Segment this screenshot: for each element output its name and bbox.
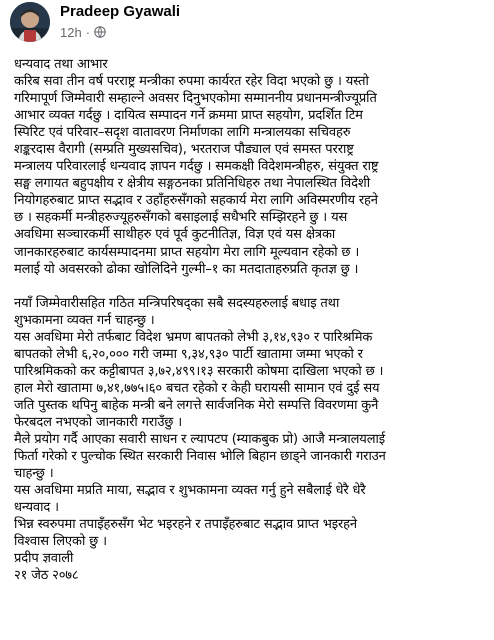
- post-text-line: विश्वास लिएको छु ।: [14, 534, 107, 550]
- post-text-line: फेरबदल नभएको जानकारी गराउँछु ।: [14, 414, 183, 430]
- post-text-line: प्रदीप ज्ञवाली: [14, 551, 74, 567]
- post-text-line: आभार व्यक्त गर्दछु । दायित्व सम्पादन गर्ने क्रममा प्राप्त सहयोग, प्रदर्शित टिम: [14, 108, 363, 124]
- avatar-photo-icon: [10, 2, 50, 42]
- post-text-line: यस अवधिमा मेरो तर्फबाट विदेश भ्रमण बापतको लेभी ३,१४,९३० र पारिश्रमिक: [14, 329, 373, 345]
- post-text-line: अवधिमा सञ्चारकर्मी साथीहरु एवं पूर्व कुटनीतिज्ञ, विज्ञ एवं यस क्षेत्रका: [14, 227, 336, 243]
- post-text-line: भिन्न स्वरुपमा तपाइँहरुसँग भेट भइरहने र तपाइँहरुबाट सद्भाव प्राप्त भइरहने: [14, 517, 357, 533]
- post-text-line: जानकारहरुबाट कार्यसम्पादनमा प्राप्त सहयोग मेरा लागि मूल्यवान रहेको छ ।: [14, 244, 360, 260]
- post-text-line: पारिश्रमिकको कर कट्टीबापत ३,७२,४९९।१३ सरकारी कोषमा दाखिला भएको छ ।: [14, 363, 384, 379]
- post-text-line: बापतको लेभी ६,२०,००० गरी जम्मा ९,३४,९३० पार्टी खातामा जम्मा भएको र: [14, 346, 363, 362]
- post-text-line: २१ जेठ २०७८: [14, 568, 79, 584]
- post-text-line: सङ्घ लगायत बहुपक्षीय र क्षेत्रीय सङ्गठनका प्रतिनिधिहरु तथा नेपालस्थित विदेशी: [14, 176, 370, 192]
- post-text-line: मलाई यो अवसरको ढोका खोलिदिने गुल्मी–१ का मतदाताहरुप्रति कृतज्ञ छु ।: [14, 261, 359, 277]
- post-text-line: यस अवधिमा मप्रति माया, सद्भाव र शुभकामना व्यक्त गर्नु हुने सबैलाई धेरै धेरै: [14, 483, 366, 499]
- post-text-line: मन्त्रालय परिवारलाई धन्यवाद ज्ञापन गर्दछु । समकक्षी विदेशमन्त्रीहरु, संयुक्त राष्ट्र: [14, 159, 379, 175]
- post-text-line: नयाँ जिम्मेवारीसहित गठित मन्त्रिपरिषद्का सबै सदस्यहरुलाई बधाइ तथा: [14, 295, 340, 311]
- post-text-line: स्पिरिट एवं परिवार–सदृश वातावरण निर्माणका लागि मन्त्रालयका सचिवहरु: [14, 125, 351, 141]
- post-text-line: करिब सवा तीन वर्ष परराष्ट्र मन्त्रीका रुपमा कार्यरत रहेर विदा भएको छु । यस्तो: [14, 74, 369, 90]
- post-timestamp[interactable]: 12h: [60, 24, 82, 40]
- avatar[interactable]: [10, 2, 50, 42]
- separator-dot: ·: [85, 24, 91, 40]
- post-header: [10, 0, 480, 44]
- post-text-line: धन्यवाद तथा आभार: [14, 57, 108, 72]
- globe-icon: [94, 26, 106, 38]
- post-paragraph-2: [14, 295, 478, 585]
- post-text-line: जति पुस्तक थपिनु बाहेक मन्त्री बने लगत्ते सार्वजनिक मेरो सम्पत्ति विवरणमा कुनै: [14, 397, 379, 413]
- post-text-line: चाहन्छु ।: [14, 466, 54, 482]
- post-text-line: छ । सहकर्मी मन्त्रीहरुज्यूहरुसँगको बसाइलाई सधैभरि सम्झिरहने छु । यस: [14, 210, 348, 226]
- post-text-line: शङ्करदास वैरागी (सम्प्रति मुख्यसचिव), भरतराज पौड्याल एवं समस्त परराष्ट्र: [14, 142, 354, 158]
- post-text-line: गरिमापूर्ण जिम्मेवारी सम्हाल्ने अवसर दिनुभएकोमा सम्माननीय प्रधानमन्त्रीज्यूप्रति: [14, 91, 377, 107]
- post-text-line: फिर्ता गरेको र पुल्चोक स्थित सरकारी निवास भोलि बिहान छाड्ने जानकारी गराउन: [14, 449, 386, 465]
- post-text-line: मैले प्रयोग गर्दै आएका सवारी साधन र ल्यापटप (म्याकबुक प्रो) आजै मन्त्रालयलाई: [14, 431, 385, 447]
- post-text-line: हाल मेरो खातामा ७,४१,७७५।६० बचत रहेको र केही घरायसी सामान एवं दुई सय: [14, 380, 380, 396]
- post-text-line: नियोगहरुबाट प्राप्त सद्भाव र उहाँहरुसँगको सहकार्य मेरा लागि अविस्मरणीय रहने: [14, 193, 378, 209]
- post-paragraph-1: [14, 56, 478, 278]
- post-meta: [60, 24, 106, 40]
- post-text-line: धन्यवाद ।: [14, 500, 59, 516]
- post-body: [14, 56, 478, 601]
- author-name[interactable]: Pradeep Gyawali: [60, 3, 181, 20]
- post-text-line: शुभकामना व्यक्त गर्न चाहन्छु ।: [14, 312, 155, 328]
